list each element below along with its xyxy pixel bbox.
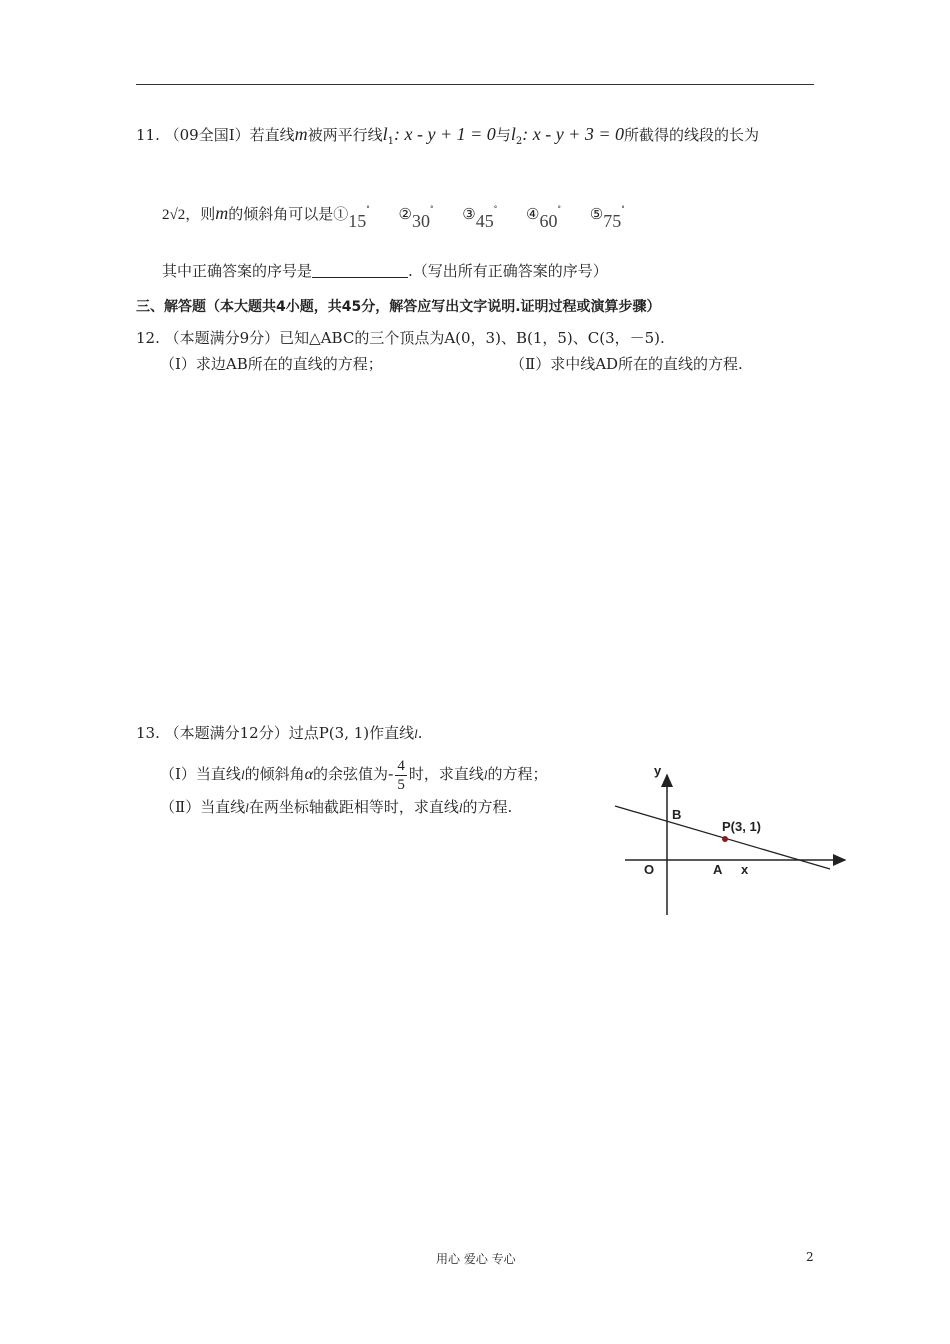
q13-stem <box>136 722 423 743</box>
q13-p2-a: （Ⅱ）当直线 <box>160 798 246 816</box>
q13-stem-prefix: 13. （本题满分12分）过点P(3, 1)作直线 <box>136 724 415 742</box>
q11-yu: 与 <box>495 126 511 144</box>
section-heading: 三、解答题（本大题共4小题，共45分，解答应写出文字说明.证明过程或演算步骤） <box>136 299 661 315</box>
coordinate-diagram <box>600 750 860 925</box>
origin-label: O <box>644 862 655 877</box>
q11-l1-sub: 1 <box>387 136 395 147</box>
q13-p1-c: 的余弦值为 <box>312 765 388 783</box>
q11-length: 2√2 <box>162 207 186 223</box>
q11-answer-prompt: 其中正确答案的序号是 <box>162 262 313 280</box>
q11-line2 <box>162 203 625 231</box>
q13-p1-b: 的倾斜角 <box>244 765 305 783</box>
q13-var-l: l <box>458 800 463 815</box>
q11-option-1: 15 <box>348 211 367 231</box>
q13-part1 <box>160 754 548 794</box>
q11-l1: l <box>382 124 388 144</box>
q11-eq2: : x - y + 3 = 0 <box>522 124 624 144</box>
q13-part2 <box>160 796 512 817</box>
q11-prefix: 11. （09全国Ⅰ）若直线 <box>136 126 295 144</box>
q11-option-2: 30 <box>412 211 430 231</box>
q12-stem: 12. （本题满分9分）已知△ABC的三个顶点为A(0，3)、B(1，5)、C(3，－5). <box>136 329 665 347</box>
page-number: 2 <box>806 1250 814 1264</box>
q13-var-l: l <box>245 800 249 815</box>
q11-mark-2: ② <box>398 205 412 223</box>
q11-mid-text: 被两平行线 <box>307 126 383 144</box>
q11-mark-3: ③ <box>462 205 476 223</box>
fraction-numerator: 4 <box>397 757 405 774</box>
degree-mark: ° <box>430 205 434 213</box>
q11-line3 <box>162 260 608 281</box>
degree-mark: ° <box>493 205 498 213</box>
x-axis-label: x <box>741 862 749 877</box>
q11-eq1: : x - y + 1 = 0 <box>394 124 496 144</box>
q13-p1-d: 时，求直线 <box>408 765 484 783</box>
degree-mark: ° <box>557 205 561 213</box>
q11-var-m: m <box>294 124 308 144</box>
point-p <box>722 836 728 842</box>
point-p-label: P(3, 1) <box>722 819 762 834</box>
q13-alpha: α <box>304 766 313 783</box>
point-a-label: A <box>713 862 723 877</box>
q11-var-m2: m <box>215 203 229 223</box>
header-rule <box>136 84 814 85</box>
q11-option-3: 45 <box>475 211 494 231</box>
q11-l2: l <box>510 124 516 144</box>
q13-stem-suffix: . <box>417 724 423 742</box>
q11-answer-note: .（写出所有正确答案的序号） <box>408 262 608 280</box>
q13-var-l: l <box>483 767 488 782</box>
degree-mark: ° <box>366 205 370 213</box>
fraction-denominator: 5 <box>397 776 405 793</box>
q11-mark-4: ④ <box>526 205 540 223</box>
q11-mark-5: ⑤ <box>589 205 604 223</box>
q12-part2: （Ⅱ）求中线AD所在的直线的方程. <box>510 355 743 373</box>
degree-mark: ° <box>621 205 625 213</box>
answer-blank[interactable] <box>312 263 408 278</box>
q13-p1-a: （Ⅰ）当直线 <box>160 765 241 783</box>
q13-p2-b: 在两坐标轴截距相等时，求直线 <box>248 798 459 816</box>
q11-text2: 的倾斜角可以是① <box>228 205 349 223</box>
q11-option-5: 75 <box>603 211 622 231</box>
q13-p1-e: 的方程； <box>487 765 548 783</box>
q13-p2-c: 的方程. <box>462 798 513 816</box>
q13-var-l: l <box>240 767 245 782</box>
q11-line1 <box>136 124 759 147</box>
q11-l2-sub: 2 <box>515 136 523 147</box>
footer-center: 用心 爱心 专心 <box>436 1252 516 1266</box>
q11-suffix: 所截得的线段的长为 <box>623 126 759 144</box>
q11-text1: ，则 <box>185 205 216 223</box>
q11-option-4: 60 <box>539 211 558 231</box>
q13-frac-sign: - <box>388 764 394 783</box>
y-axis-label: y <box>654 763 662 778</box>
q12-part1: （Ⅰ）求边AB所在的直线的方程； <box>160 355 383 373</box>
q13-var-l: l <box>414 726 418 741</box>
q13-fraction <box>395 757 407 794</box>
point-b-label: B <box>672 807 682 822</box>
